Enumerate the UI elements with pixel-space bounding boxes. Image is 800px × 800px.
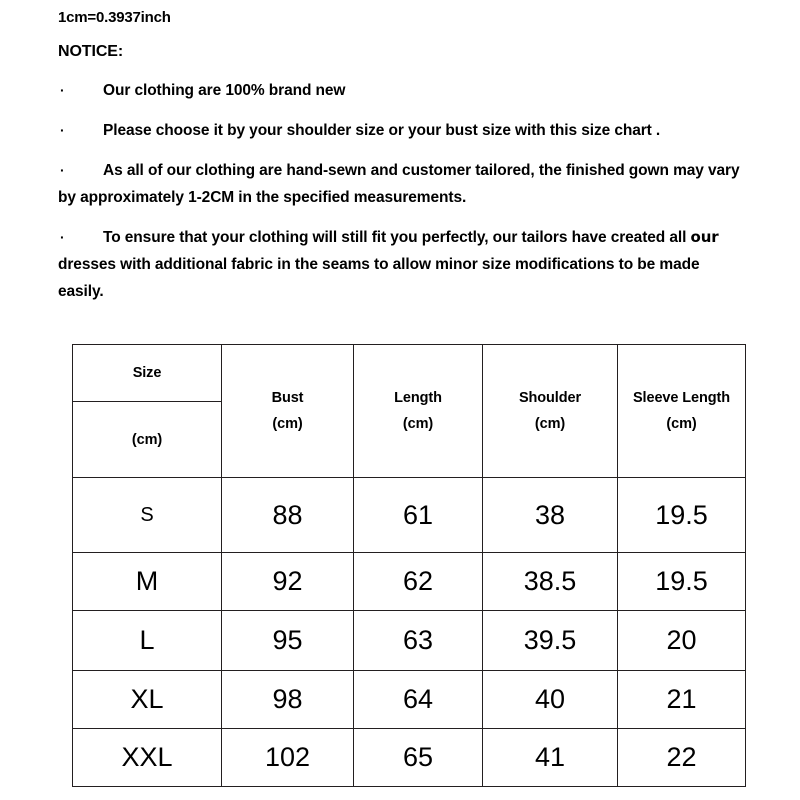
header-length (354, 345, 483, 478)
cell-shoulder: 40 (483, 671, 618, 729)
cell-sleeve-length: 22 (618, 729, 746, 787)
notice-block (58, 8, 748, 318)
cell-length: 63 (354, 611, 483, 671)
header-bust-unit: (cm) (272, 416, 303, 432)
table-header-row-top (73, 345, 746, 402)
size-chart-table (72, 344, 746, 787)
cell-shoulder: 41 (483, 729, 618, 787)
header-length-unit: (cm) (402, 416, 434, 432)
cell-length: 65 (354, 729, 483, 787)
notice-item-text: As all of our clothing are hand-sewn and customer tailored, the finished gown may vary by approximately 1-2CM in the specified measurements. (58, 162, 740, 206)
cell-shoulder: 39.5 (483, 611, 618, 671)
cell-shoulder: 38.5 (483, 553, 618, 611)
cell-bust: 102 (222, 729, 354, 787)
unit-conversion-line: 1cm=0.3937inch (58, 9, 171, 26)
notice-item (58, 224, 748, 305)
cell-size: L (73, 611, 222, 671)
notice-item-text: Please choose it by your shoulder size or your bust size with this size chart . (103, 122, 661, 139)
notice-item-text-after: dresses with additional fabric in the seams to allow minor size modifications to be made easily. (58, 256, 700, 300)
cell-bust: 92 (222, 553, 354, 611)
notice-item-emphasis: our (690, 228, 719, 246)
notice-item (58, 77, 748, 104)
header-sleeve-length-label: Sleeve Length (632, 390, 730, 406)
bullet-icon: · (60, 162, 65, 178)
cell-length: 64 (354, 671, 483, 729)
header-size-unit: (cm) (73, 402, 222, 478)
header-shoulder (483, 345, 618, 478)
header-bust (222, 345, 354, 478)
cell-sleeve-length: 21 (618, 671, 746, 729)
cell-length: 61 (354, 478, 483, 553)
cell-sleeve-length: 19.5 (618, 478, 746, 553)
size-chart (72, 344, 745, 787)
table-row (73, 671, 746, 729)
notice-item-text-before: To ensure that your clothing will still fit you perfectly, our tailors have created all (103, 229, 691, 246)
header-sleeve-length (618, 345, 746, 478)
cell-sleeve-length: 19.5 (618, 553, 746, 611)
header-sleeve-length-unit: (cm) (666, 416, 697, 432)
bullet-icon: · (60, 229, 65, 245)
cell-bust: 98 (222, 671, 354, 729)
cell-bust: 95 (222, 611, 354, 671)
notice-item (58, 157, 748, 211)
notice-item-text: Our clothing are 100% brand new (103, 82, 346, 99)
notice-heading: NOTICE: (58, 43, 124, 60)
cell-size: XL (73, 671, 222, 729)
cell-size: XXL (73, 729, 222, 787)
cell-sleeve-length: 20 (618, 611, 746, 671)
cell-size: S (73, 478, 222, 553)
table-row (73, 611, 746, 671)
table-row (73, 729, 746, 787)
notice-item (58, 117, 748, 144)
cell-shoulder: 38 (483, 478, 618, 553)
notice-item-text (58, 224, 748, 305)
header-length-label: Length (394, 390, 442, 406)
bullet-icon: · (60, 82, 65, 98)
header-size-label: Size (73, 345, 222, 402)
cell-bust: 88 (222, 478, 354, 553)
table-row (73, 478, 746, 553)
header-bust-label: Bust (271, 390, 304, 406)
header-shoulder-label: Shoulder (518, 390, 582, 406)
header-shoulder-unit: (cm) (534, 416, 566, 432)
table-row (73, 553, 746, 611)
cell-length: 62 (354, 553, 483, 611)
bullet-icon: · (60, 122, 65, 138)
cell-size: M (73, 553, 222, 611)
